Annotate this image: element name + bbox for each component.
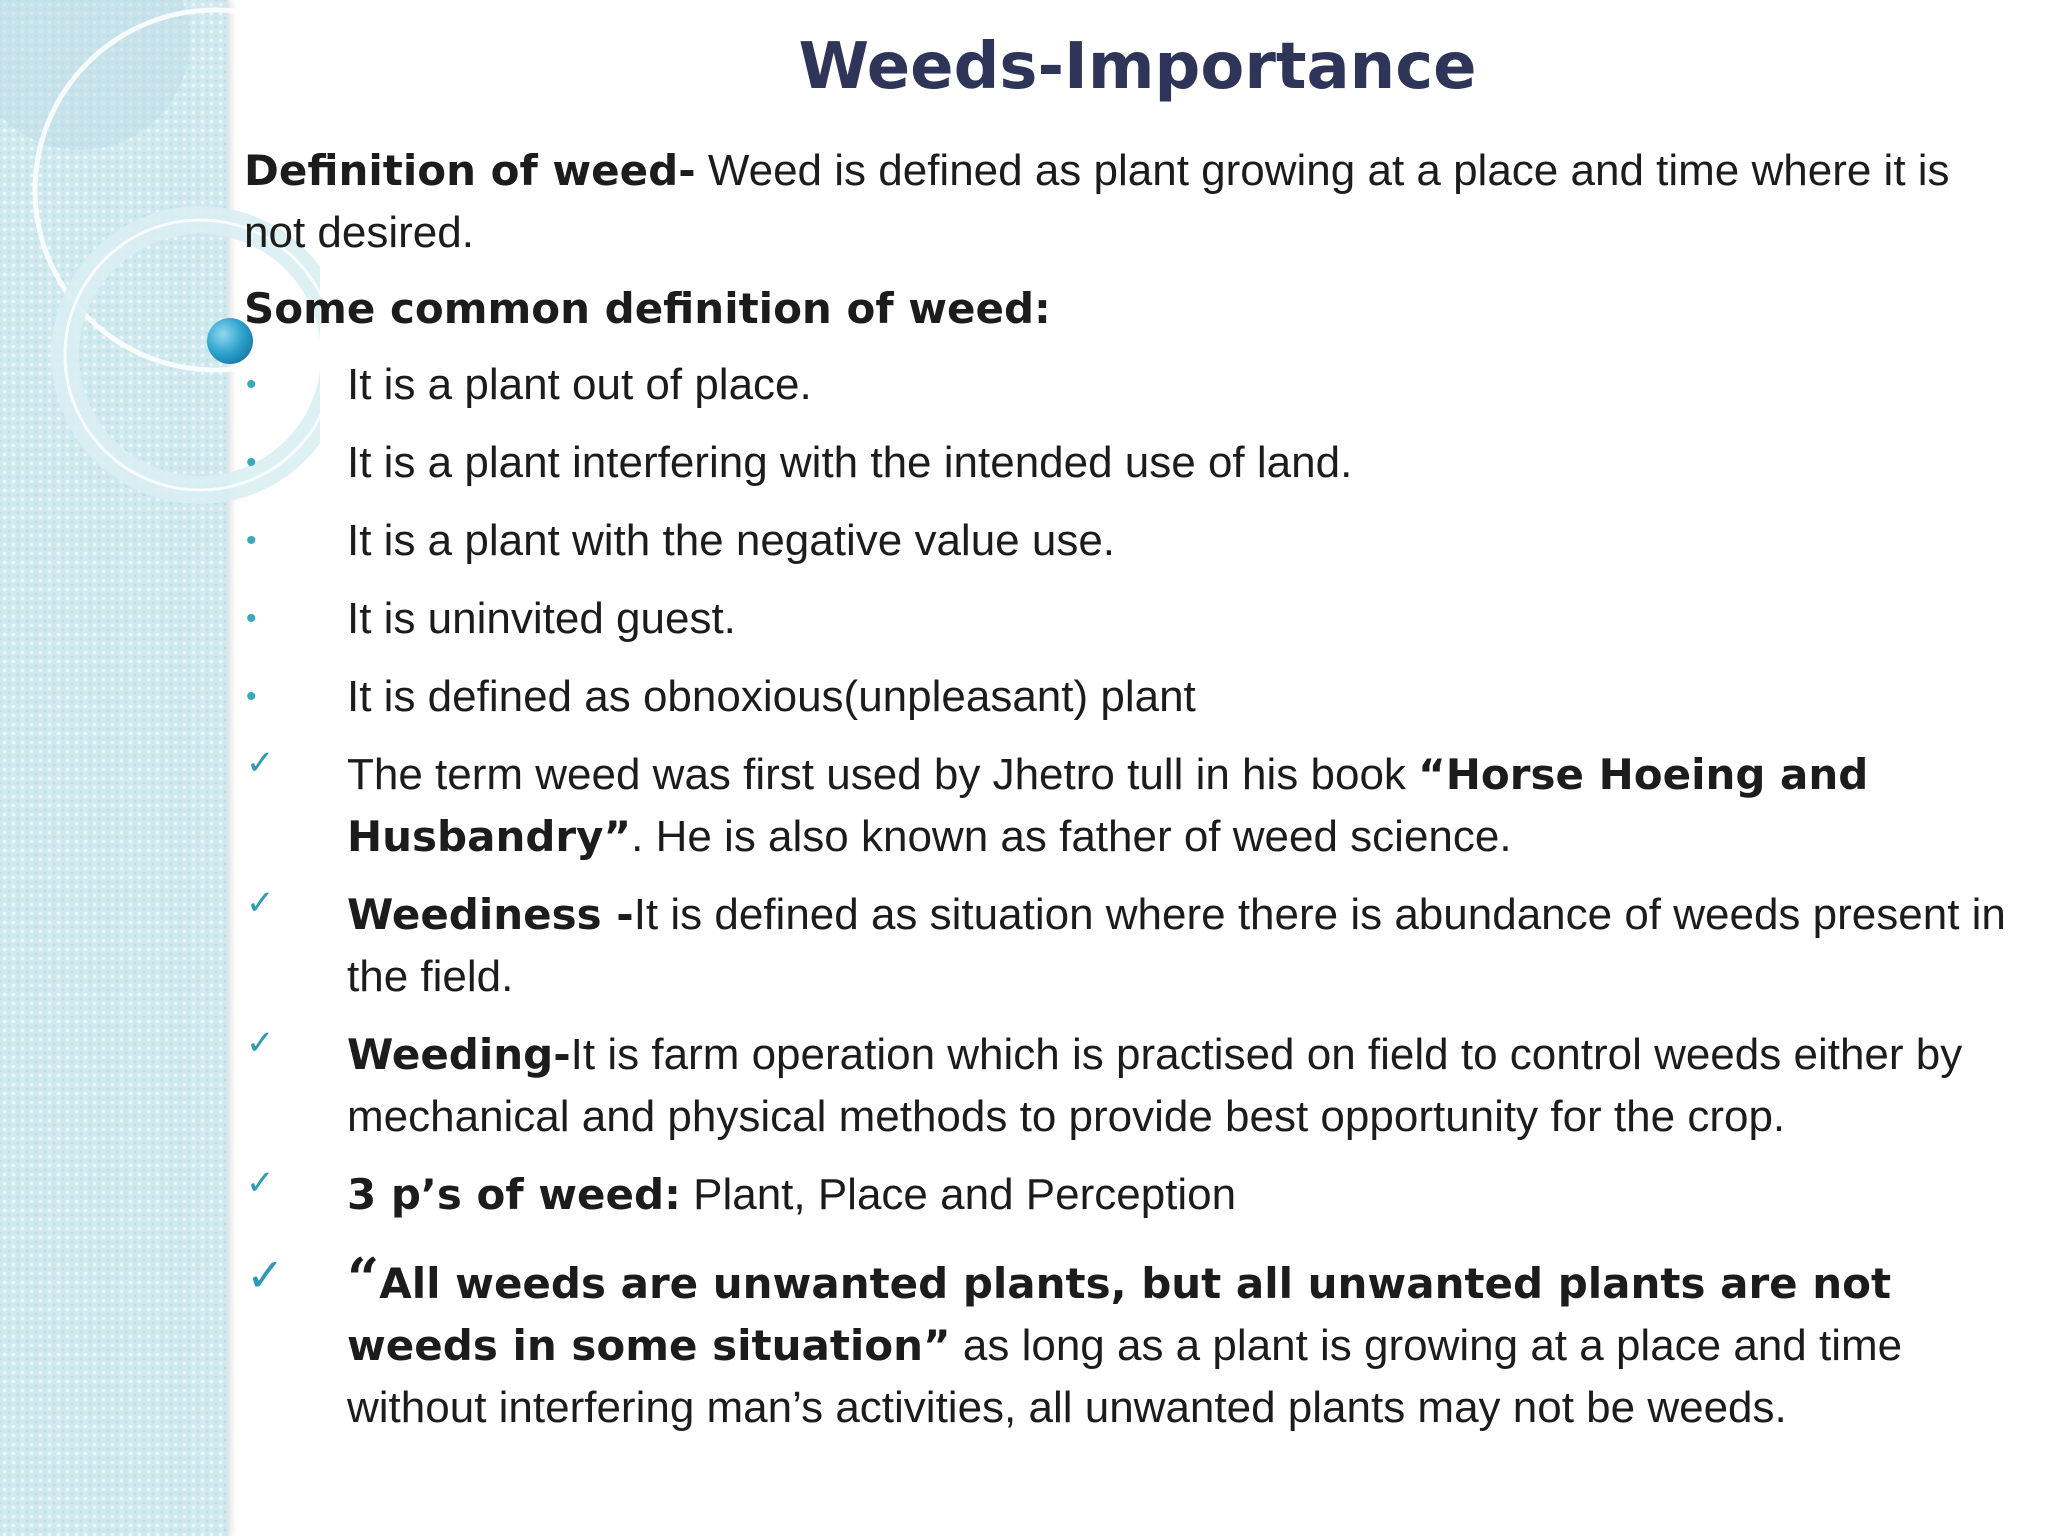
term-post-text: . He is also known as father of weed science. (631, 812, 1512, 861)
bullet-item (244, 666, 2014, 728)
bullet-text: It is uninvited guest. (347, 594, 736, 643)
slide-body (244, 140, 2014, 1455)
bullet-text: It is a plant interfering with the intended use of land. (347, 438, 1353, 487)
definition-text: Weed is defined as plant growing at a place and time where it is not desired. (244, 146, 1950, 257)
weeding-label: Weeding- (347, 1030, 571, 1079)
common-definitions-heading (244, 278, 2014, 340)
bullet-item (244, 354, 2014, 416)
dot-bullet-icon: • (246, 680, 257, 713)
weediness-label: Weediness - (347, 890, 634, 939)
bullet-text: It is defined as obnoxious(unpleasant) plant (347, 672, 1196, 721)
check-mark-icon: ✓ (246, 1024, 275, 1062)
check-item-weediness (244, 884, 2014, 1008)
bullet-item (244, 588, 2014, 650)
check-mark-icon: ✓ (246, 1164, 275, 1202)
definition-paragraph (244, 140, 2014, 264)
check-item-quote (244, 1248, 2014, 1439)
dot-bullet-icon: • (246, 368, 257, 401)
slide-title: Weeds-Importance (798, 30, 1477, 104)
definition-label: Definition of weed- (244, 146, 696, 195)
check-mark-icon: ✓ (246, 744, 275, 782)
weeding-text: It is farm operation which is practised on field to control weeds either by mechanical and physical methods to provide best opportunity for the crop. (347, 1030, 1963, 1141)
dot-bullet-icon: • (246, 446, 257, 479)
check-item-three-ps (244, 1164, 2014, 1226)
common-definitions-heading-text: Some common definition of weed: (244, 284, 1051, 333)
bullet-text: It is a plant with the negative value use. (347, 516, 1116, 565)
three-ps-label: 3 p’s of weed: (347, 1170, 681, 1219)
quote-open-mark: “ (347, 1246, 380, 1312)
bullet-text: It is a plant out of place. (347, 360, 812, 409)
dot-bullet-icon: • (246, 602, 257, 635)
check-mark-icon: ✓ (246, 884, 275, 922)
three-ps-text: Plant, Place and Perception (680, 1170, 1237, 1219)
check-item-term (244, 744, 2014, 868)
term-pre-text: The term weed was first used by Jhetro tull in his book (347, 750, 1419, 799)
weediness-text: It is defined as situation where there is abundance of weeds present in the field. (347, 890, 2006, 1001)
quote-bold-text: All weeds are unwanted plants, but all unwanted plants are not weeds in some situation” (347, 1259, 1892, 1370)
quote-text: as long as a plant is growing at a place and time without interfering man’s activities, all unwanted plants may not be weeds. (347, 1321, 1903, 1432)
bullet-item (244, 432, 2014, 494)
check-mark-icon: ✓ (246, 1249, 285, 1301)
check-item-weeding (244, 1024, 2014, 1148)
dot-bullet-icon: • (246, 524, 257, 557)
bullet-item (244, 510, 2014, 572)
book-title: “Horse Hoeing and Husbandry” (347, 750, 1869, 861)
